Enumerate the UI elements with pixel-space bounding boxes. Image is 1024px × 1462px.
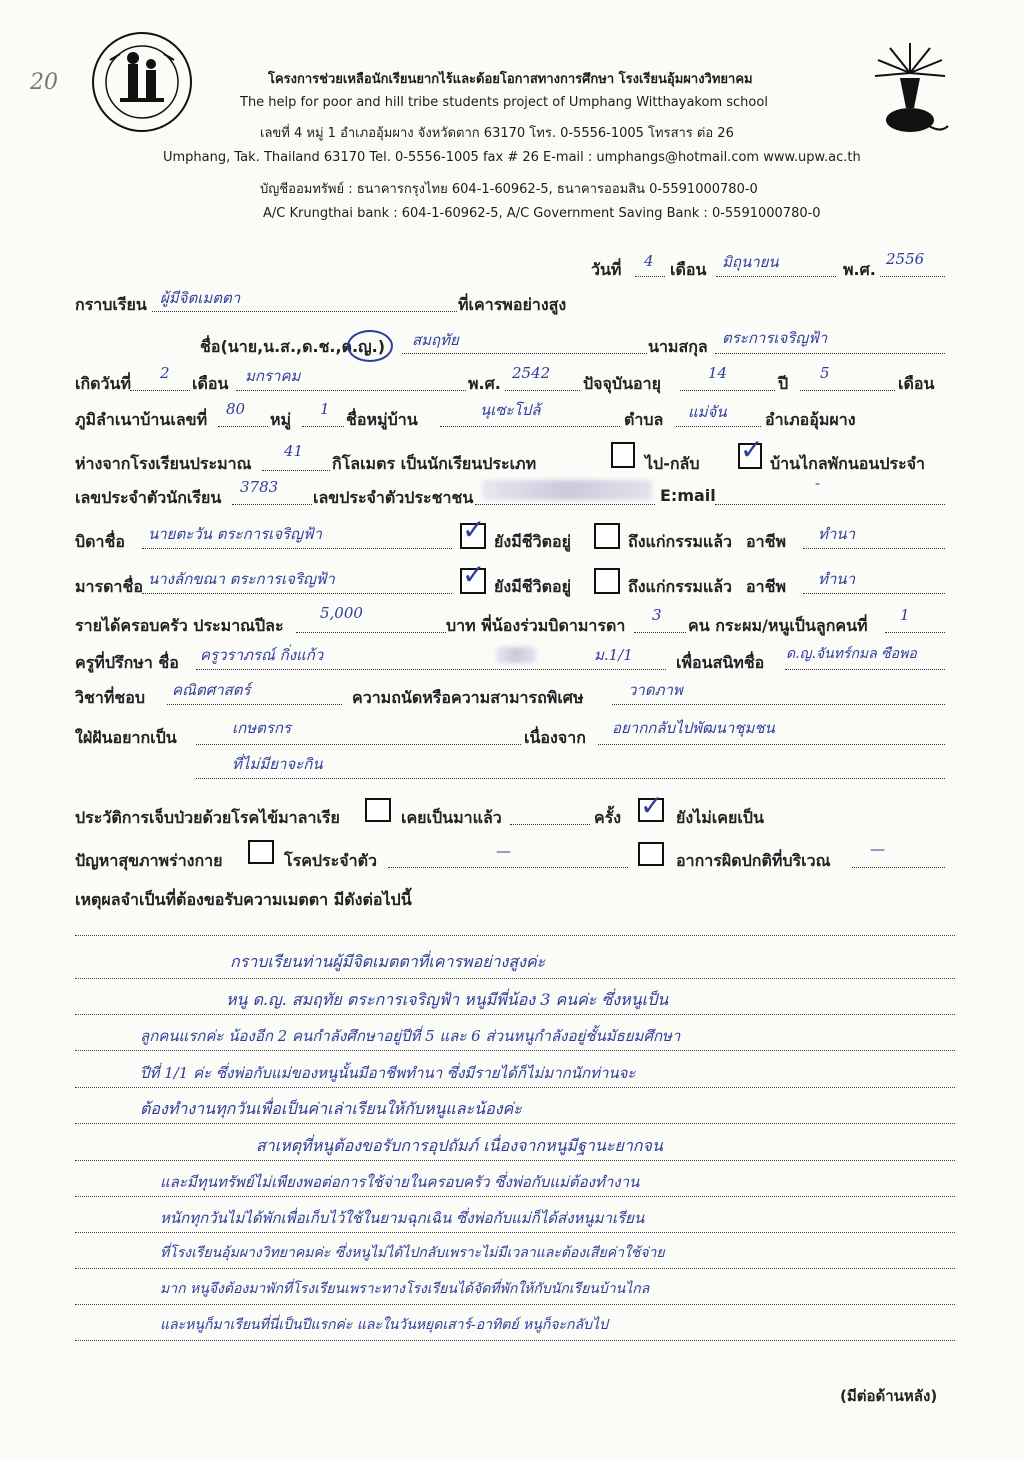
house-label: ภูมิลำเนาบ้านเลขที่ [75,410,208,429]
income-label: รายได้ครอบครัว ประมาณปีละ [75,616,284,635]
reason-line-5: ต้องทำงานทุกวันเพื่อเป็นค่าเล่าเรียนให้กับหนูและน้องค่ะ [140,1099,522,1118]
abnormal-checkbox[interactable] [638,842,664,866]
mother-job-label: อาชีพ [746,577,786,596]
abnormal-value: — [870,840,885,858]
birth-year: 2542 [512,364,551,382]
father-job-label: อาชีพ [746,532,786,551]
father-deceased-checkbox[interactable] [594,523,620,549]
student-id: 3783 [240,478,279,496]
malaria-never-check: ✓ [640,789,664,822]
header-line-6: A/C Krungthai bank : 604-1-60962-5, A/C Government Saving Bank : 0-5591000780-0 [263,206,821,221]
village-value: นุเซะโปล้ [480,401,541,419]
reason-line-4: ปีที่ 1/1 ค่ะ ซึ่งพ่อกับแม่ของหนูนั้นมีอาชีพทำนา ซึ่งมีรายได้ก็ไม่มากนักท่านจะ [140,1064,636,1082]
student-id-label: เลขประจำตัวนักเรียน [75,488,222,507]
friend-name: ด.ญ.จันทร์กมล ซือพอ [786,646,917,662]
date-month: มิถุนายน [722,253,779,271]
malaria-had-checkbox[interactable] [365,798,391,822]
mother-job: ทำนา [818,570,855,588]
commute-label: ไป-กลับ [645,454,700,473]
date-month-label: เดือน [670,260,707,279]
margin-note: 20 [30,70,58,95]
surname-label: นามสกุล [648,337,708,356]
header-line-2: The help for poor and hill tribe students project of Umphang Witthayakom school [240,95,768,110]
age-months: 5 [820,364,830,382]
citizen-id-label: เลขประจำตัวประชาชน [313,488,474,507]
header-line-3: เลขที่ 4 หมู่ 1 อำเภออุ้มผาง จังหวัดตาก 63170 โทร. 0-5556-1005 โทรสาร ต่อ 26 [260,126,734,141]
mother-label: มารดาชื่อ [75,577,143,596]
child-order-label: คน กระผม/หนูเป็นลูกคนที่ [688,616,868,635]
dream-label: ใฝ่ฝันอยากเป็น [75,728,177,747]
village-label: ชื่อหมู่บ้าน [346,410,418,429]
father-label: บิดาชื่อ [75,532,125,551]
date-day-label: วันที่ [591,260,622,279]
header-line-4: Umphang, Tak. Thailand 63170 Tel. 0-5556-1005 fax # 26 E-mail : umphangs@hotmail.com www.upw.ac.th [163,150,861,165]
baht-label: บาท พี่น้องร่วมบิดามารดา [446,616,626,635]
mother-alive-check: ✓ [462,558,486,591]
talent-label: ความถนัดหรือความสามารถพิเศษ [352,688,584,707]
advisor-name: ครูวราภรณ์ กิ่งแก้ว [200,646,324,664]
child-order-value: 1 [900,606,910,624]
student-name: สมฤทัย [412,331,459,349]
birth-day-label: เกิดวันที่ [75,374,132,393]
reason-line-7: และมีทุนทรัพย์ไม่เพียงพอต่อการใช้จ่ายในครอบครัว ซึ่งพ่อกับแม่ต้องทำงาน [160,1173,640,1191]
reason-label: เนื่องจาก [524,728,586,747]
reason-line-6: สาเหตุที่หนูต้องขอรับการอุปถัมภ์ เนื่องจากหนูมีฐานะยากจน [256,1136,663,1155]
reason-line-11: และหนูก็มาเรียนที่นี่เป็นปีแรกค่ะ และในวันหยุดเสาร์-อาทิตย์ หนูก็จะกลับไป [160,1317,608,1333]
months-label: เดือน [898,374,935,393]
reason-continued: ที่ไม่มียาจะกิน [232,755,323,773]
house-no: 80 [226,400,246,418]
reason-line-1: กราบเรียนท่านผู้มีจิตเมตตาที่เคารพอย่างสูงค่ะ [230,952,546,971]
reason-line-9: ที่โรงเรียนอุ้มผางวิทยาคมค่ะ ซึ่งหนูไม่ได้ไปกลับเพราะไม่มีเวลาและต้องเสียค่าใช้จ่าย [160,1245,665,1261]
distance-value: 41 [284,442,304,460]
reason-line-3: ลูกคนแรกค่ะ น้องอีก 2 คนกำลังศึกษาอยู่ปีที่ 5 และ 6 ส่วนหนูกำลังอยู่ชั้นมัธยมศึกษา [140,1027,681,1045]
father-alive-label: ยังมีชีวิตอยู่ [494,532,571,551]
reason-line-2: หนู ด.ญ. สมฤทัย ตระการเจริญฟ้า หนูมีพี่น้อง 3 คนค่ะ ซึ่งหนูเป็น [226,990,669,1009]
date-year: 2556 [886,250,925,268]
tambon-value: แม่จัน [688,403,727,421]
father-job: ทำนา [818,525,855,543]
mother-name: นางลักขณา ตระการเจริญฟ้า [148,570,335,588]
salutation-suffix: ที่เคารพอย่างสูง [458,295,567,314]
abnormal-label: อาการผิดปกติที่บริเวณ [676,851,831,870]
advisor-redacted [496,647,536,663]
malaria-never-label: ยังไม่เคยเป็น [676,808,764,827]
birth-day: 2 [160,364,170,382]
mother-alive-label: ยังมีชีวิตอยู่ [494,577,571,596]
birth-month-label: เดือน [192,374,229,393]
chronic-checkbox[interactable] [248,840,274,864]
advisor-label: ครูที่ปรึกษา ชื่อ [75,653,179,672]
project-logo [90,30,194,134]
subject-value: คณิตศาสตร์ [172,681,251,699]
subject-label: วิชาที่ชอบ [75,688,145,707]
talent-value: วาดภาพ [628,681,683,699]
moo-label: หมู่ [270,410,292,429]
tambon-label: ตำบล [624,410,664,429]
reason-value: อยากกลับไปพัฒนาชุมชน [612,719,775,737]
boarding-check: ✓ [740,433,764,466]
reason-line-10: มาก หนูจึงต้องมาพักที่โรงเรียนเพราะทางโรงเรียนได้จัดที่พักให้กับนักเรียนบ้านไกล [160,1281,650,1297]
mother-deceased-checkbox[interactable] [594,568,620,594]
father-deceased-label: ถึงแก่กรรมแล้ว [628,532,733,551]
father-alive-check: ✓ [462,513,486,546]
reason-section-label: เหตุผลจำเป็นที่ต้องขอรับความเมตตา มีดังต่อไปนี้ [75,890,412,909]
dream-value: เกษตรกร [232,719,292,737]
chronic-value: — [496,842,511,860]
age-label: ปัจจุบันอายุ [583,374,661,393]
birth-month: มกราคม [245,367,301,385]
birth-year-label: พ.ศ. [468,374,501,393]
date-day: 4 [644,252,654,270]
citizen-id-redacted [482,480,652,500]
commute-checkbox[interactable] [611,442,635,468]
email-label: E:mail [660,486,716,505]
chronic-label: โรคประจำตัว [284,851,377,870]
reason-line-8: หนักทุกวันไม่ได้พักเพื่อเก็บไว้ใช้ในยามฉุกเฉิน ซึ่งพ่อกับแม่ก็ได้ส่งหนูมาเรียน [160,1209,645,1227]
continued-note: (มีต่อด้านหลัง) [840,1387,938,1405]
friend-label: เพื่อนสนิทชื่อ [676,653,765,672]
name-label: ชื่อ(นาย,น.ส.,ด.ช.,ด.ญ.) [200,337,386,356]
malaria-times-label: ครั้ง [594,808,622,827]
date-year-label: พ.ศ. [843,260,876,279]
income-value: 5,000 [320,604,363,622]
school-emblem [870,38,950,138]
boarding-label: บ้านไกลพักนอนประจำ [770,454,926,473]
advisor-class: ม.1/1 [594,646,633,664]
salutation-value: ผู้มีจิตเมตตา [160,289,241,307]
distance-label: ห่างจากโรงเรียนประมาณ [75,454,252,473]
years-label: ปี [778,374,789,393]
mother-deceased-label: ถึงแก่กรรมแล้ว [628,577,733,596]
malaria-had-label: เคยเป็นมาแล้ว [401,808,502,827]
student-surname: ตระการเจริญฟ้า [722,329,828,347]
header-line-1: โครงการช่วยเหลือนักเรียนยากไร้และด้อยโอกาสทางการศึกษา โรงเรียนอุ้มผางวิทยาคม [268,72,753,87]
salutation-label: กราบเรียน [75,295,147,314]
km-label: กิโลเมตร เป็นนักเรียนประเภท [332,454,537,473]
amphoe-label: อำเภออุ้มผาง [765,410,856,429]
title-circle [347,330,393,362]
moo-value: 1 [320,400,330,418]
siblings-value: 3 [652,606,662,624]
physical-label: ปัญหาสุขภาพร่างกาย [75,851,223,870]
age-years: 14 [708,364,728,382]
email-value: - [815,474,821,492]
father-name: นายตะวัน ตระการเจริญฟ้า [148,525,322,543]
header-line-5: บัญชีออมทรัพย์ : ธนาคารกรุงไทย 604-1-60962-5, ธนาคารออมสิน 0-5591000780-0 [260,182,758,197]
malaria-label: ประวัติการเจ็บป่วยด้วยโรคไข้มาลาเรีย [75,808,340,827]
